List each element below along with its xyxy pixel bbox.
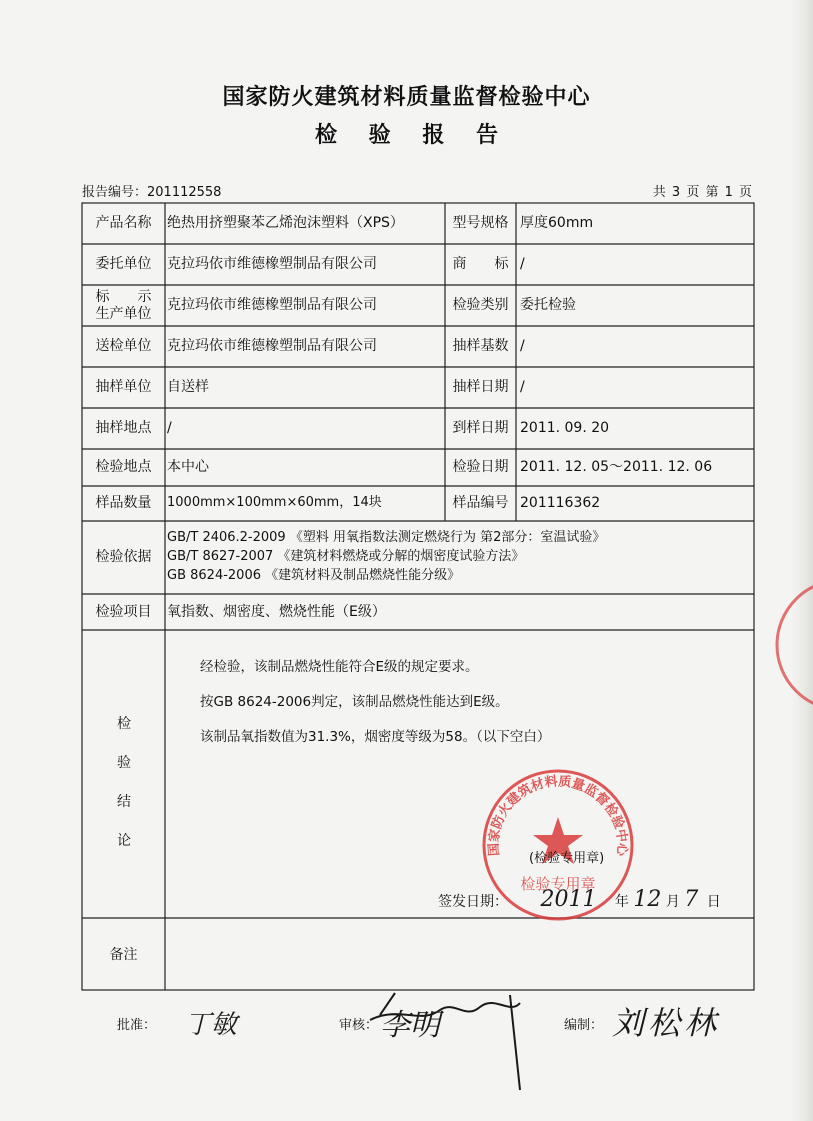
submitter-value: 克拉玛依市维德橡塑制品有限公司 [167, 338, 377, 354]
edge-stamp-fragment [772, 570, 813, 730]
sample-number-label: 样品编号 [452, 495, 509, 511]
stamp-ring-text: 国家防火建筑材料质量监督检验中心 [486, 774, 630, 857]
conclusion-line: 经检验，该制品燃烧性能符合E级的规定要求。 [200, 659, 479, 675]
labeled-producer-label-line1: 标 示 [95, 289, 152, 305]
organization-title: 国家防火建筑材料质量监督检验中心 [222, 85, 591, 110]
inspection-site-value: 本中心 [167, 459, 209, 475]
sampling-site-value: / [167, 420, 172, 436]
conclusion-label [113, 705, 135, 861]
sampling-site-label: 抽样地点 [95, 420, 152, 436]
inspection-type-label: 检验类别 [452, 297, 509, 313]
basis-line: GB 8624-2006 《建筑材料及制品燃烧性能分级》 [167, 568, 461, 583]
conclusion-label-char: 结 [117, 794, 131, 810]
client-value: 克拉玛依市维德橡塑制品有限公司 [167, 256, 377, 272]
review-signature: 李明 [380, 1008, 440, 1043]
issue-date-label: 签发日期： [438, 894, 508, 910]
conclusion-text [200, 650, 550, 755]
inspection-site-label: 检验地点 [95, 459, 152, 475]
labeled-producer-value: 克拉玛依市维德橡塑制品有限公司 [167, 297, 377, 313]
report-number: 报告编号：201112558 [82, 185, 222, 200]
sampling-base-value: / [520, 338, 525, 354]
sampling-unit-value: 自送样 [167, 379, 209, 395]
labeled-producer-label-line2: 生产单位 [95, 306, 152, 322]
trademark-label: 商 标 [452, 256, 509, 272]
basis-line: GB/T 8627-2007 《建筑材料燃烧或分解的烟密度试验方法》 [167, 549, 525, 564]
sampling-date-label: 抽样日期 [452, 379, 509, 395]
approve-label: 批准： [117, 1018, 157, 1033]
arrival-date-label: 到样日期 [452, 420, 509, 436]
sample-quantity-value: 1000mm×100mm×60mm，14块 [167, 495, 382, 510]
submitter-label: 送检单位 [95, 338, 152, 354]
issue-month-suffix: 月 [665, 894, 680, 910]
trademark-value: / [520, 256, 525, 272]
issue-year-suffix: 年 [614, 894, 629, 910]
inspection-date-label: 检验日期 [452, 459, 509, 475]
model-spec-label: 型号规格 [452, 215, 509, 231]
sampling-date-value: / [520, 379, 525, 395]
compile-label: 编制： [564, 1018, 604, 1033]
basis-label: 检验依据 [95, 549, 152, 565]
items-label: 检验项目 [95, 604, 152, 620]
sample-quantity-label: 样品数量 [95, 495, 152, 511]
model-spec-value: 厚度60mm [520, 215, 594, 231]
inspection-type-value: 委托检验 [520, 297, 576, 313]
sample-number-value: 201116362 [520, 495, 601, 511]
arrival-date-value: 2011. 09. 20 [520, 420, 610, 436]
issue-month-handwritten: 12 [633, 887, 662, 912]
basis-line: GB/T 2406.2-2009 《塑料 用氧指数法测定燃烧行为 第2部分：室温试验》 [167, 530, 606, 545]
stamp-note: (检验专用章) [529, 851, 605, 866]
conclusion-label-char: 验 [117, 755, 131, 771]
product-name-label: 产品名称 [95, 215, 152, 231]
conclusion-line: 该制品氧指数值为31.3%，烟密度等级为58。（以下空白） [200, 729, 551, 745]
items-value: 氧指数、烟密度、燃烧性能（E级） [167, 604, 386, 620]
basis-standards [167, 528, 605, 585]
stamp-center-text: 检验专用章 [520, 875, 596, 893]
review-signature-scribble [360, 985, 530, 1095]
page-info: 共 3 页 第 1 页 [652, 185, 752, 200]
conclusion-label-char: 论 [117, 833, 131, 849]
review-label: 审核： [339, 1018, 379, 1033]
sampling-base-label: 抽样基数 [452, 338, 509, 354]
issue-day-suffix: 日 [706, 894, 721, 910]
conclusion-label-char: 检 [117, 716, 131, 732]
remarks-label: 备注 [109, 947, 138, 963]
inspection-date-value: 2011. 12. 05～2011. 12. 06 [520, 459, 713, 475]
document-title: 检 验 报 告 [315, 123, 510, 148]
approve-signature: 丁敏 [185, 1010, 238, 1040]
issue-date [438, 887, 721, 912]
sampling-unit-label: 抽样单位 [95, 379, 152, 395]
issue-year-handwritten: 2011 [540, 887, 597, 912]
client-label: 委托单位 [95, 256, 152, 272]
compile-signature: 刘松林 [612, 1004, 721, 1042]
issue-day-handwritten: 7 [684, 887, 699, 912]
conclusion-line: 按GB 8624-2006判定，该制品燃烧性能达到E级。 [200, 694, 509, 710]
product-name-value: 绝热用挤塑聚苯乙烯泡沫塑料（XPS） [167, 215, 404, 231]
